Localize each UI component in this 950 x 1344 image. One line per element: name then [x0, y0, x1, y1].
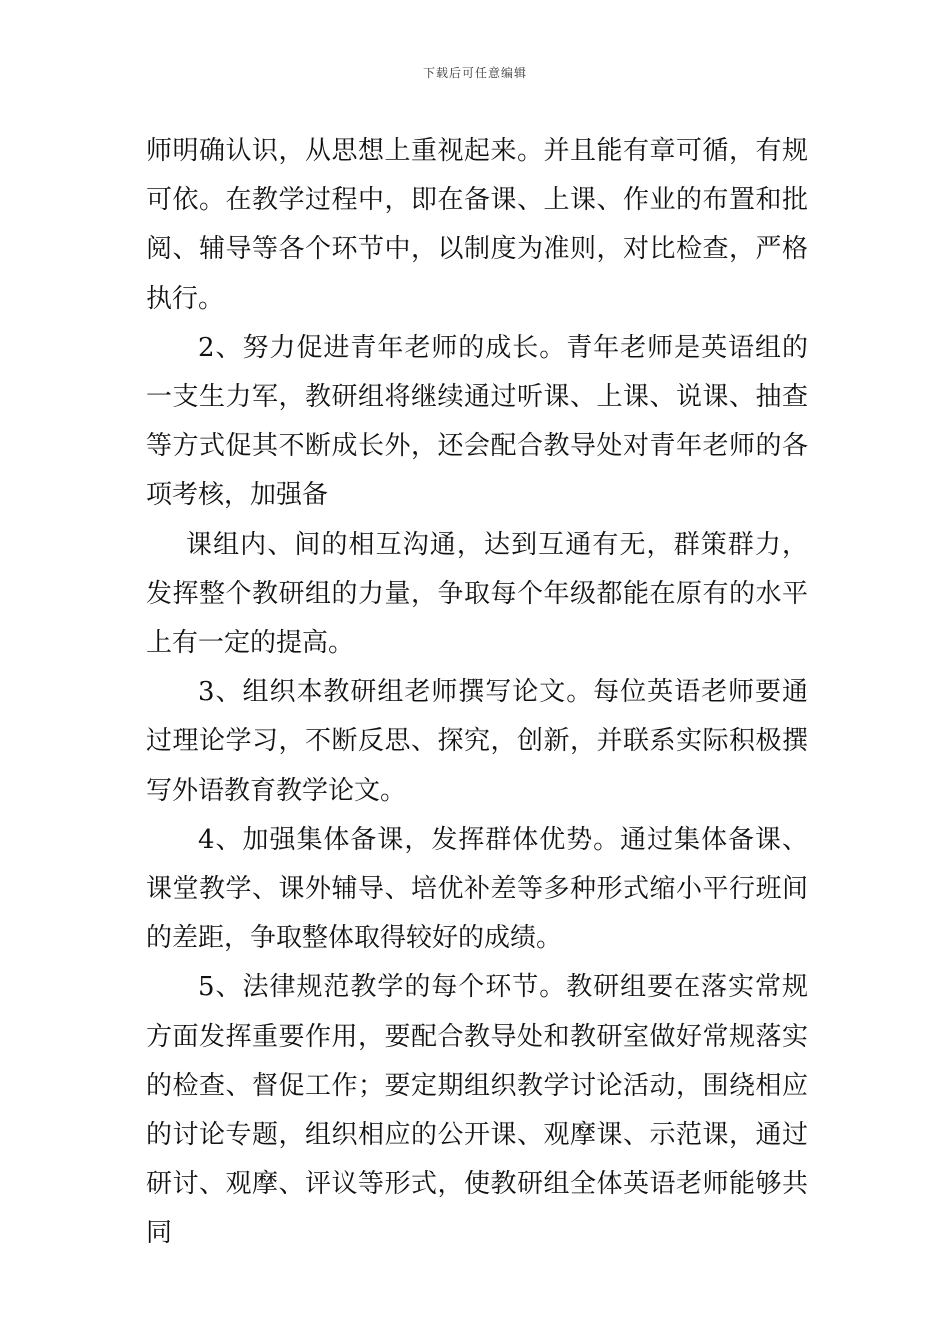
paragraph-item-4: 4、加强集体备课，发挥群体优势。通过集体备课、课堂教学、课外辅导、培优补差等多种形式缩小平行班间的差距，争取整体取得较好的成绩。 [146, 824, 808, 954]
document-body [146, 127, 808, 1259]
paragraph-item-3: 3、组织本教研组老师撰写论文。每位英语老师要通过理论学习，不断反思、探究，创新，并联系实际积极撰写外语教育教学论文。 [146, 677, 808, 806]
paragraph-item-2: 2、努力促进青年老师的成长。青年老师是英语组的一支生力军，教研组将继续通过听课、上课、说课、抽查等方式促其不断成长外，还会配合教导处对青年老师的各项考核，加强备 [146, 332, 808, 511]
page-header: 下载后可任意编辑 [422, 66, 527, 80]
paragraph-continuation: 师明确认识，从思想上重视起来。并且能有章可循，有规可依。在教学过程中，即在备课、上课、作业的布置和批阅、辅导等各个环节中，以制度为准则，对比检查，严格执行。 [146, 136, 808, 314]
paragraph-item-5: 5、法律规范教学的每个环节。教研组要在落实常规方面发挥重要作用，要配合教导处和教研室做好常规落实的检查、督促工作；要定期组织教学讨论活动，围绕相应的讨论专题，组织相应的公开课、观摩课、示范课，通过研讨、观摩、评议等形式，使教研组全体英语老师能够共同 [146, 972, 808, 1249]
paragraph-item-2-continued: 课组内、间的相互沟通，达到互通有无，群策群力，发挥整个教研组的力量，争取每个年级都能在原有的水平上有一定的提高。 [146, 529, 808, 659]
